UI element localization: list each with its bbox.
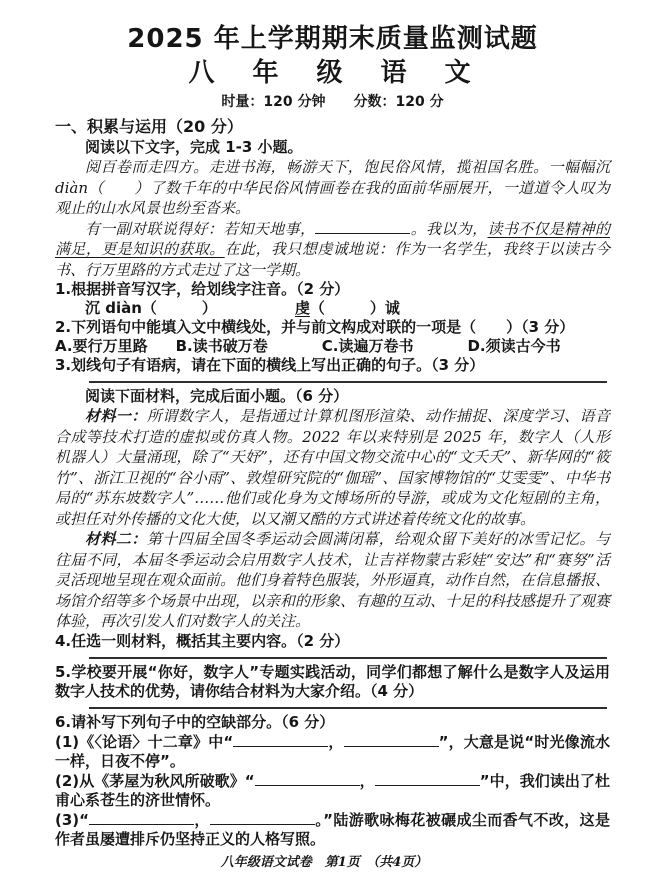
question-5-stem: 5.学校要开展“你好，数字人”专题实践活动，同学们都想了解什么是数字人及运用数字人技术的优势，请你结合材料为大家介绍。（4 分） — [55, 662, 610, 700]
question-6-item-3 — [55, 810, 610, 849]
q1-item-2-rest: （ ）诚 — [309, 299, 400, 317]
q1-item-2-char: 虔 — [294, 299, 310, 317]
reading-intro: 阅读以下文字，完成 1-3 小题。 — [85, 138, 303, 156]
answer-blank — [255, 771, 360, 786]
q2-option-a: A.要行万里路 — [55, 337, 148, 355]
answer-line — [89, 657, 607, 659]
question-4-stem: 4.任选一则材料，概括其主要内容。（2 分） — [55, 631, 350, 650]
q6-item-1-pre: (1)《〈论语〉十二章》中“ — [55, 732, 234, 751]
question-6-stem: 6.请补写下列句子中的空缺部分。（6 分） — [55, 712, 335, 731]
q6-item-2-mid: ， — [359, 771, 375, 790]
question-3-stem: 3.划线句子有语病，请在下面的横线上写出正确的句子。（3 分） — [55, 356, 485, 374]
material-1-text: 所谓数字人，是指通过计算机图形渲染、动作捕捉、深度学习、语音合成等技术打造的虚拟或仿真人物。2022 年以来特别是 2025 年，数字人（人形机器人）大量涌现，除了“天妤”，还有中国文物交流中心的“文夭夭”、新华网的“筱竹”、浙江卫视的“谷小雨”、敦煌研究院的“伽瑶”、国家博物馆的“艾雯雯”、中华书局的“苏东坡数字人”……他们或化身为文博场所的导游，或成为文化短剧的主角，或担任对外传播的文化大使，以又潮又酷的方式讲述着传统文化的故事。 — [55, 407, 610, 528]
answer-line — [89, 707, 607, 709]
section-one-heading: 一、积累与运用（20 分） — [55, 117, 243, 136]
answer-blank — [315, 219, 410, 234]
answer-blank — [344, 732, 439, 747]
passage-2-after-blank: 。我以为， — [410, 219, 488, 238]
question-6-item-2 — [55, 771, 610, 810]
q6-item-2-pre: (2)从《茅屋为秋风所破歌》“ — [55, 771, 255, 790]
material-1 — [55, 406, 610, 529]
material-2 — [55, 529, 610, 632]
page-title: 2025 年上学期期末质量监测试题 — [127, 24, 538, 54]
question-2-stem: 2.下列语句中能填入文中横线处，并与前文构成对联的一项是（ ）（3 分） — [55, 318, 575, 336]
material-2-text: 第十四届全国冬季运动会圆满闭幕，给观众留下美好的冰雪记忆。与往届不同，本届冬季运动会启用数字人技术，让吉祥物蒙古彩娃“安达”和“赛努”活灵活现地呈现在观众面前。他们身着特色服装，外形逼真，动作自然，在信息播报、场馆介绍等多个场景中出现，以亲和的形象、有趣的互动、十足的科技感提升了观赛体验，再次引发人们对数字人的关注。 — [55, 530, 611, 630]
question-1-answer-row — [55, 299, 610, 318]
answer-line — [89, 381, 607, 383]
q2-option-b: B.读书破万卷 — [175, 337, 268, 355]
question-2-options — [55, 337, 610, 356]
passage-1: 阅百卷而走四方。走进书海，畅游天下，饱民俗风情，揽祖国名胜。一幅幅沉 diàn（ ）了数千年的中华民俗风情画卷在我的面前华丽展开，一道道令人叹为观止的山水风景也纷至沓来。 — [55, 158, 610, 217]
q6-item-3-mid: ， — [194, 810, 210, 829]
question-6-item-1 — [55, 732, 610, 771]
answer-blank — [210, 810, 315, 825]
q6-item-3-post: 。”陆游歌咏梅花被碾成尘而香气不改，这是作者虽屡遭排斥仍坚持正义的人格写照。 — [55, 810, 610, 848]
page-footer: 八年级语文试卷 第1页 （共4页） — [220, 855, 428, 870]
q2-option-c: C.读遍万卷书 — [321, 337, 414, 355]
q6-item-3-pre: (3)“ — [55, 810, 90, 829]
passage-2-lead: 有一副对联说得好：若知天地事， — [85, 219, 316, 238]
passage-2-rest: 在此，我只想虔诚地说：作为一名学生，我终于以读古今书、行万里路的方式走过了这一学期。 — [55, 240, 610, 279]
answer-blank — [375, 771, 480, 786]
question-1-stem: 1.根据拼音写汉字，给划线字注音。（2 分） — [55, 280, 350, 298]
q2-option-d: D.须读古今书 — [467, 337, 561, 355]
passage-2-underlined: 读书不仅是精神的满足，更是知识的获取。 — [55, 219, 610, 258]
exam-meta: 时量：120 分钟 分数：120 分 — [221, 94, 444, 110]
q6-item-1-post: ”，大意是说“时光像流水一样，日夜不停”。 — [55, 732, 610, 770]
page-subtitle: 八 年 级 语 文 — [188, 58, 477, 88]
material-1-label: 材料一： — [85, 407, 147, 425]
q1-item-1: 沉 diàn（ ） — [85, 299, 217, 317]
q6-item-1-mid: ， — [328, 732, 344, 751]
q6-item-2-post: ”中，我们读出了杜甫心系苍生的济世情怀。 — [55, 771, 610, 809]
materials-intro: 阅读下面材料，完成后面小题。（6 分） — [85, 387, 349, 405]
answer-blank — [89, 810, 194, 825]
answer-blank — [233, 732, 328, 747]
material-2-label: 材料二： — [85, 530, 147, 548]
passage-2 — [55, 219, 610, 281]
